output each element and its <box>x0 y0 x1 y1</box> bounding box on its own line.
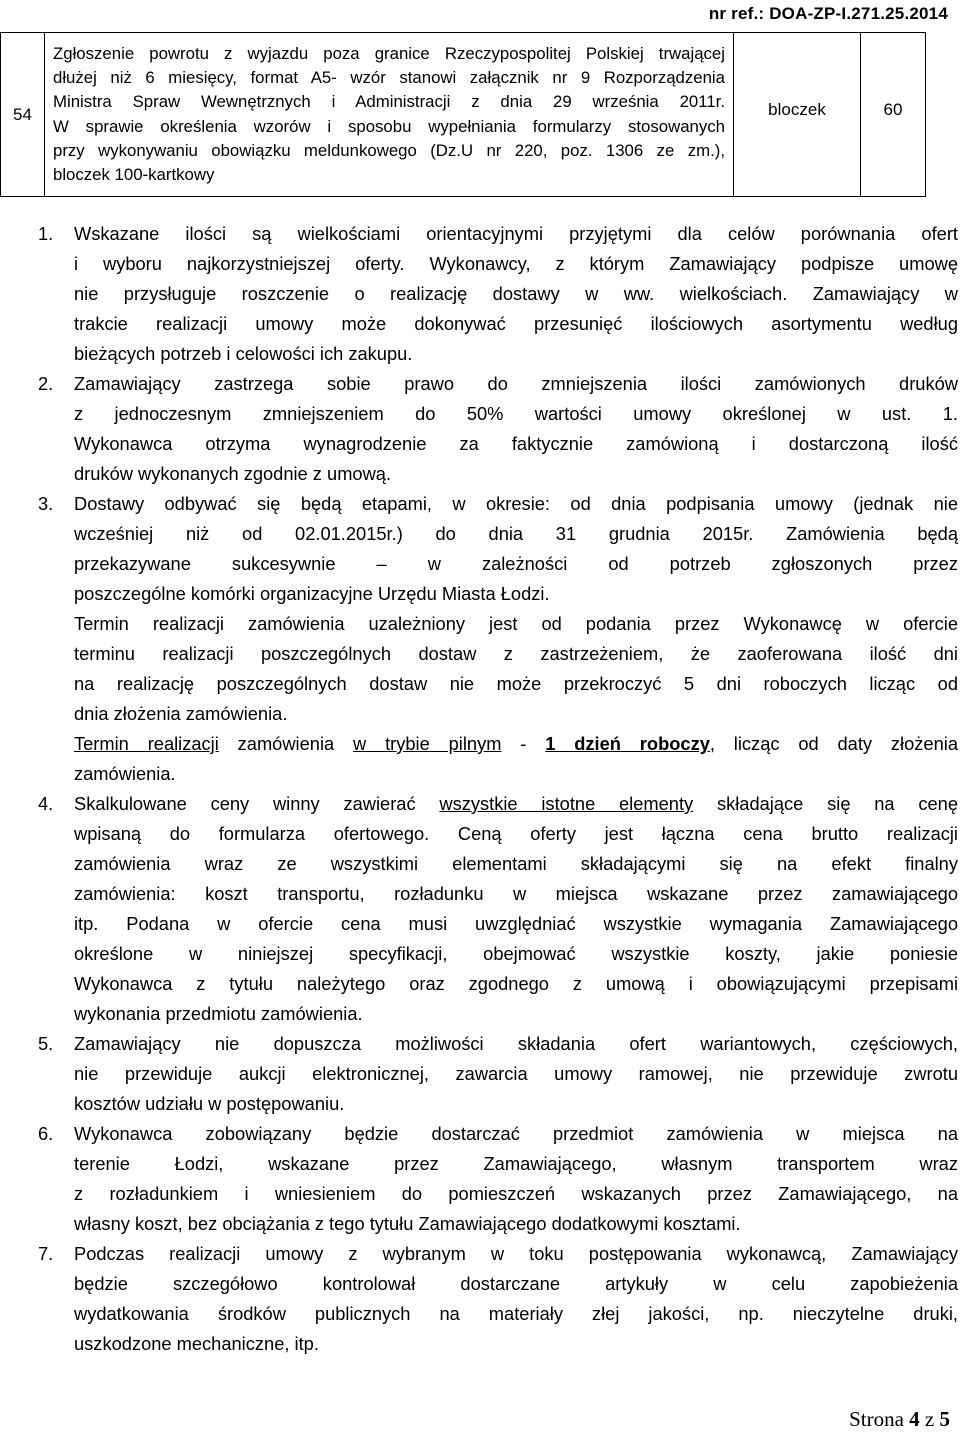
item-line: wcześniej niż od 02.01.2015r.) do dnia 31 grudnia 2015r. Zamówienia będą <box>74 523 958 544</box>
item-line: Wykonawca z tytułu należytego oraz zgodnego z umową i obowiązującymi przepisami <box>74 973 958 994</box>
urgent-term-label: Termin realizacji <box>74 733 219 754</box>
item-line: wydatkowania środków publicznych na materiały złej jakości, np. nieczytelne druki, <box>74 1303 958 1324</box>
urgent-mode-label: w trybie pilnym <box>353 733 502 754</box>
urgent-term-text: zamówienia <box>218 733 354 754</box>
item-number: 5. <box>38 1033 54 1054</box>
urgent-duration: 1 dzień roboczy <box>545 733 710 754</box>
document-body <box>38 219 958 1359</box>
item-line: na realizację poszczególnych dostaw nie może przekroczyć 5 dni roboczych licząc od <box>74 673 958 694</box>
document-reference-number: nr ref.: DOA-ZP-I.271.25.2014 <box>708 4 948 23</box>
list-item-5 <box>38 1029 958 1119</box>
item-line: zamówienia. <box>74 763 176 784</box>
list-item-6 <box>38 1119 958 1239</box>
description-line: Zgłoszenie powrotu z wyjazdu poza granice Rzeczypospolitej Polskiej trwającej <box>53 43 725 63</box>
item-line: terminu realizacji poszczególnych dostaw z zastrzeżeniem, że zaoferowana ilość dni <box>74 643 958 664</box>
item-line: z rozładunkiem i wniesieniem do pomieszczeń wskazanych przez Zamawiającego, na <box>74 1183 958 1204</box>
item-line: uszkodzone mechaniczne, itp. <box>74 1333 319 1354</box>
item-line: Wykonawca otrzyma wynagrodzenie za faktycznie zamówioną i dostarczoną ilość <box>74 433 958 454</box>
item-line: Dostawy odbywać się będą etapami, w okresie: od dnia podpisania umowy (jednak nie <box>74 493 958 514</box>
item-line: Termin realizacji zamówienia uzależniony jest od podania przez Wykonawcę w ofercie <box>74 613 958 634</box>
item-number: 6. <box>38 1123 54 1144</box>
item-line: Wykonawca zobowiązany będzie dostarczać przedmiot zamówienia w miejsca na <box>74 1123 958 1144</box>
item-line: poszczególne komórki organizacyjne Urzędu Miasta Łodzi. <box>74 583 550 604</box>
page-total: 5 <box>939 1407 950 1431</box>
item-line: bieżących potrzeb i celowości ich zakupu. <box>74 343 413 364</box>
list-item-2 <box>38 369 958 489</box>
item-line: z jednoczesnym zmniejszeniem do 50% wartości umowy określonej w ust. 1. <box>74 403 958 424</box>
item-line: Wskazane ilości są wielkościami orientacyjnymi przyjętymi dla celów porównania ofert <box>74 223 958 244</box>
item-line: Zamawiający nie dopuszcza możliwości składania ofert wariantowych, częściowych, <box>74 1033 958 1054</box>
description-line: bloczek 100-kartkowy <box>53 164 215 184</box>
item-line: zamówienia: koszt transportu, rozładunku w miejsca wskazane przez zamawiającego <box>74 883 958 904</box>
row-quantity: 60 <box>861 33 926 197</box>
item-line: własny koszt, bez obciążania z tego tytułu Zamawiającego dodatkowymi kosztami. <box>74 1213 741 1234</box>
description-line: W sprawie określenia wzorów i sposobu wypełniania formularzy stosowanych <box>53 116 725 136</box>
item-line <box>74 789 958 819</box>
item-number: 7. <box>38 1243 54 1264</box>
table-row <box>1 33 926 197</box>
item-line: wpisaną do formularza ofertowego. Ceną oferty jest łączna cena brutto realizacji <box>74 823 958 844</box>
item-line: druków wykonanych zgodnie z umową. <box>74 463 392 484</box>
item-number: 4. <box>38 793 54 814</box>
list-item-1 <box>38 219 958 369</box>
item-line: dnia złożenia zamówienia. <box>74 703 288 724</box>
item-line: przekazywane sukcesywnie – w zależności od potrzeb zgłoszonych przez <box>74 553 958 574</box>
description-line: Ministra Spraw Wewnętrznych i Administracji z dnia 29 września 2011r. <box>53 92 725 112</box>
item-line: terenie Łodzi, wskazane przez Zamawiającego, własnym transportem wraz <box>74 1153 958 1174</box>
essential-elements-text: wszystkie istotne elementy <box>439 793 694 814</box>
urgent-term-tail: , licząc od daty złożenia <box>709 733 958 754</box>
description-line: przy wykonywaniu obowiązku meldunkowego (Dz.U nr 220, poz. 1306 ze zm.), <box>53 140 725 160</box>
item-line: nie przysługuje roszczenie o realizację dostawy w ww. wielkościach. Zamawiający w <box>74 283 958 304</box>
items-table <box>0 32 926 197</box>
urgent-separator: - <box>501 733 546 754</box>
page-current: 4 <box>909 1407 920 1431</box>
item-line: itp. Podana w ofercie cena musi uwzględniać wszystkie wymagania Zamawiającego <box>74 913 958 934</box>
item-text: składające się na cenę <box>693 793 958 814</box>
urgent-term-line <box>74 729 958 759</box>
item-line: Zamawiający zastrzega sobie prawo do zmniejszenia ilości zamówionych druków <box>74 373 958 394</box>
item-line: zamówienia wraz ze wszystkimi elementami składającymi się na efekt finalny <box>74 853 958 874</box>
item-line: i wyboru najkorzystniejszej oferty. Wykonawcy, z którym Zamawiający podpisze umowę <box>74 253 958 274</box>
item-line: wykonania przedmiotu zamówienia. <box>74 1003 363 1024</box>
list-item-3 <box>38 489 958 789</box>
page-label: Strona <box>849 1407 904 1431</box>
item-line: nie przewiduje aukcji elektronicznej, zawarcia umowy ramowej, nie przewiduje zwrotu <box>74 1063 958 1084</box>
item-number: 2. <box>38 373 54 394</box>
list-item-4 <box>38 789 958 1029</box>
page-number <box>849 1407 950 1432</box>
row-unit: bloczek <box>734 33 861 197</box>
item-line: kosztów udziału w postępowaniu. <box>74 1093 345 1114</box>
row-number: 54 <box>1 33 45 197</box>
list-item-7 <box>38 1239 958 1359</box>
item-number: 1. <box>38 223 54 244</box>
item-text: Skalkulowane ceny winny zawierać <box>74 793 440 814</box>
item-line: trakcie realizacji umowy może dokonywać przesunięć ilościowych asortymentu według <box>74 313 958 334</box>
page-of-label: z <box>924 1407 935 1431</box>
row-description <box>45 33 734 197</box>
item-line: będzie szczegółowo kontrolował dostarczane artykuły w celu zapobieżenia <box>74 1273 958 1294</box>
item-line: określone w niniejszej specyfikacji, obejmować wszystkie koszty, jakie poniesie <box>74 943 958 964</box>
item-number: 3. <box>38 493 54 514</box>
item-line: Podczas realizacji umowy z wybranym w toku postępowania wykonawcą, Zamawiający <box>74 1243 958 1264</box>
description-line: dłużej niż 6 miesięcy, format A5- wzór stanowi załącznik nr 9 Rozporządzenia <box>53 68 725 88</box>
